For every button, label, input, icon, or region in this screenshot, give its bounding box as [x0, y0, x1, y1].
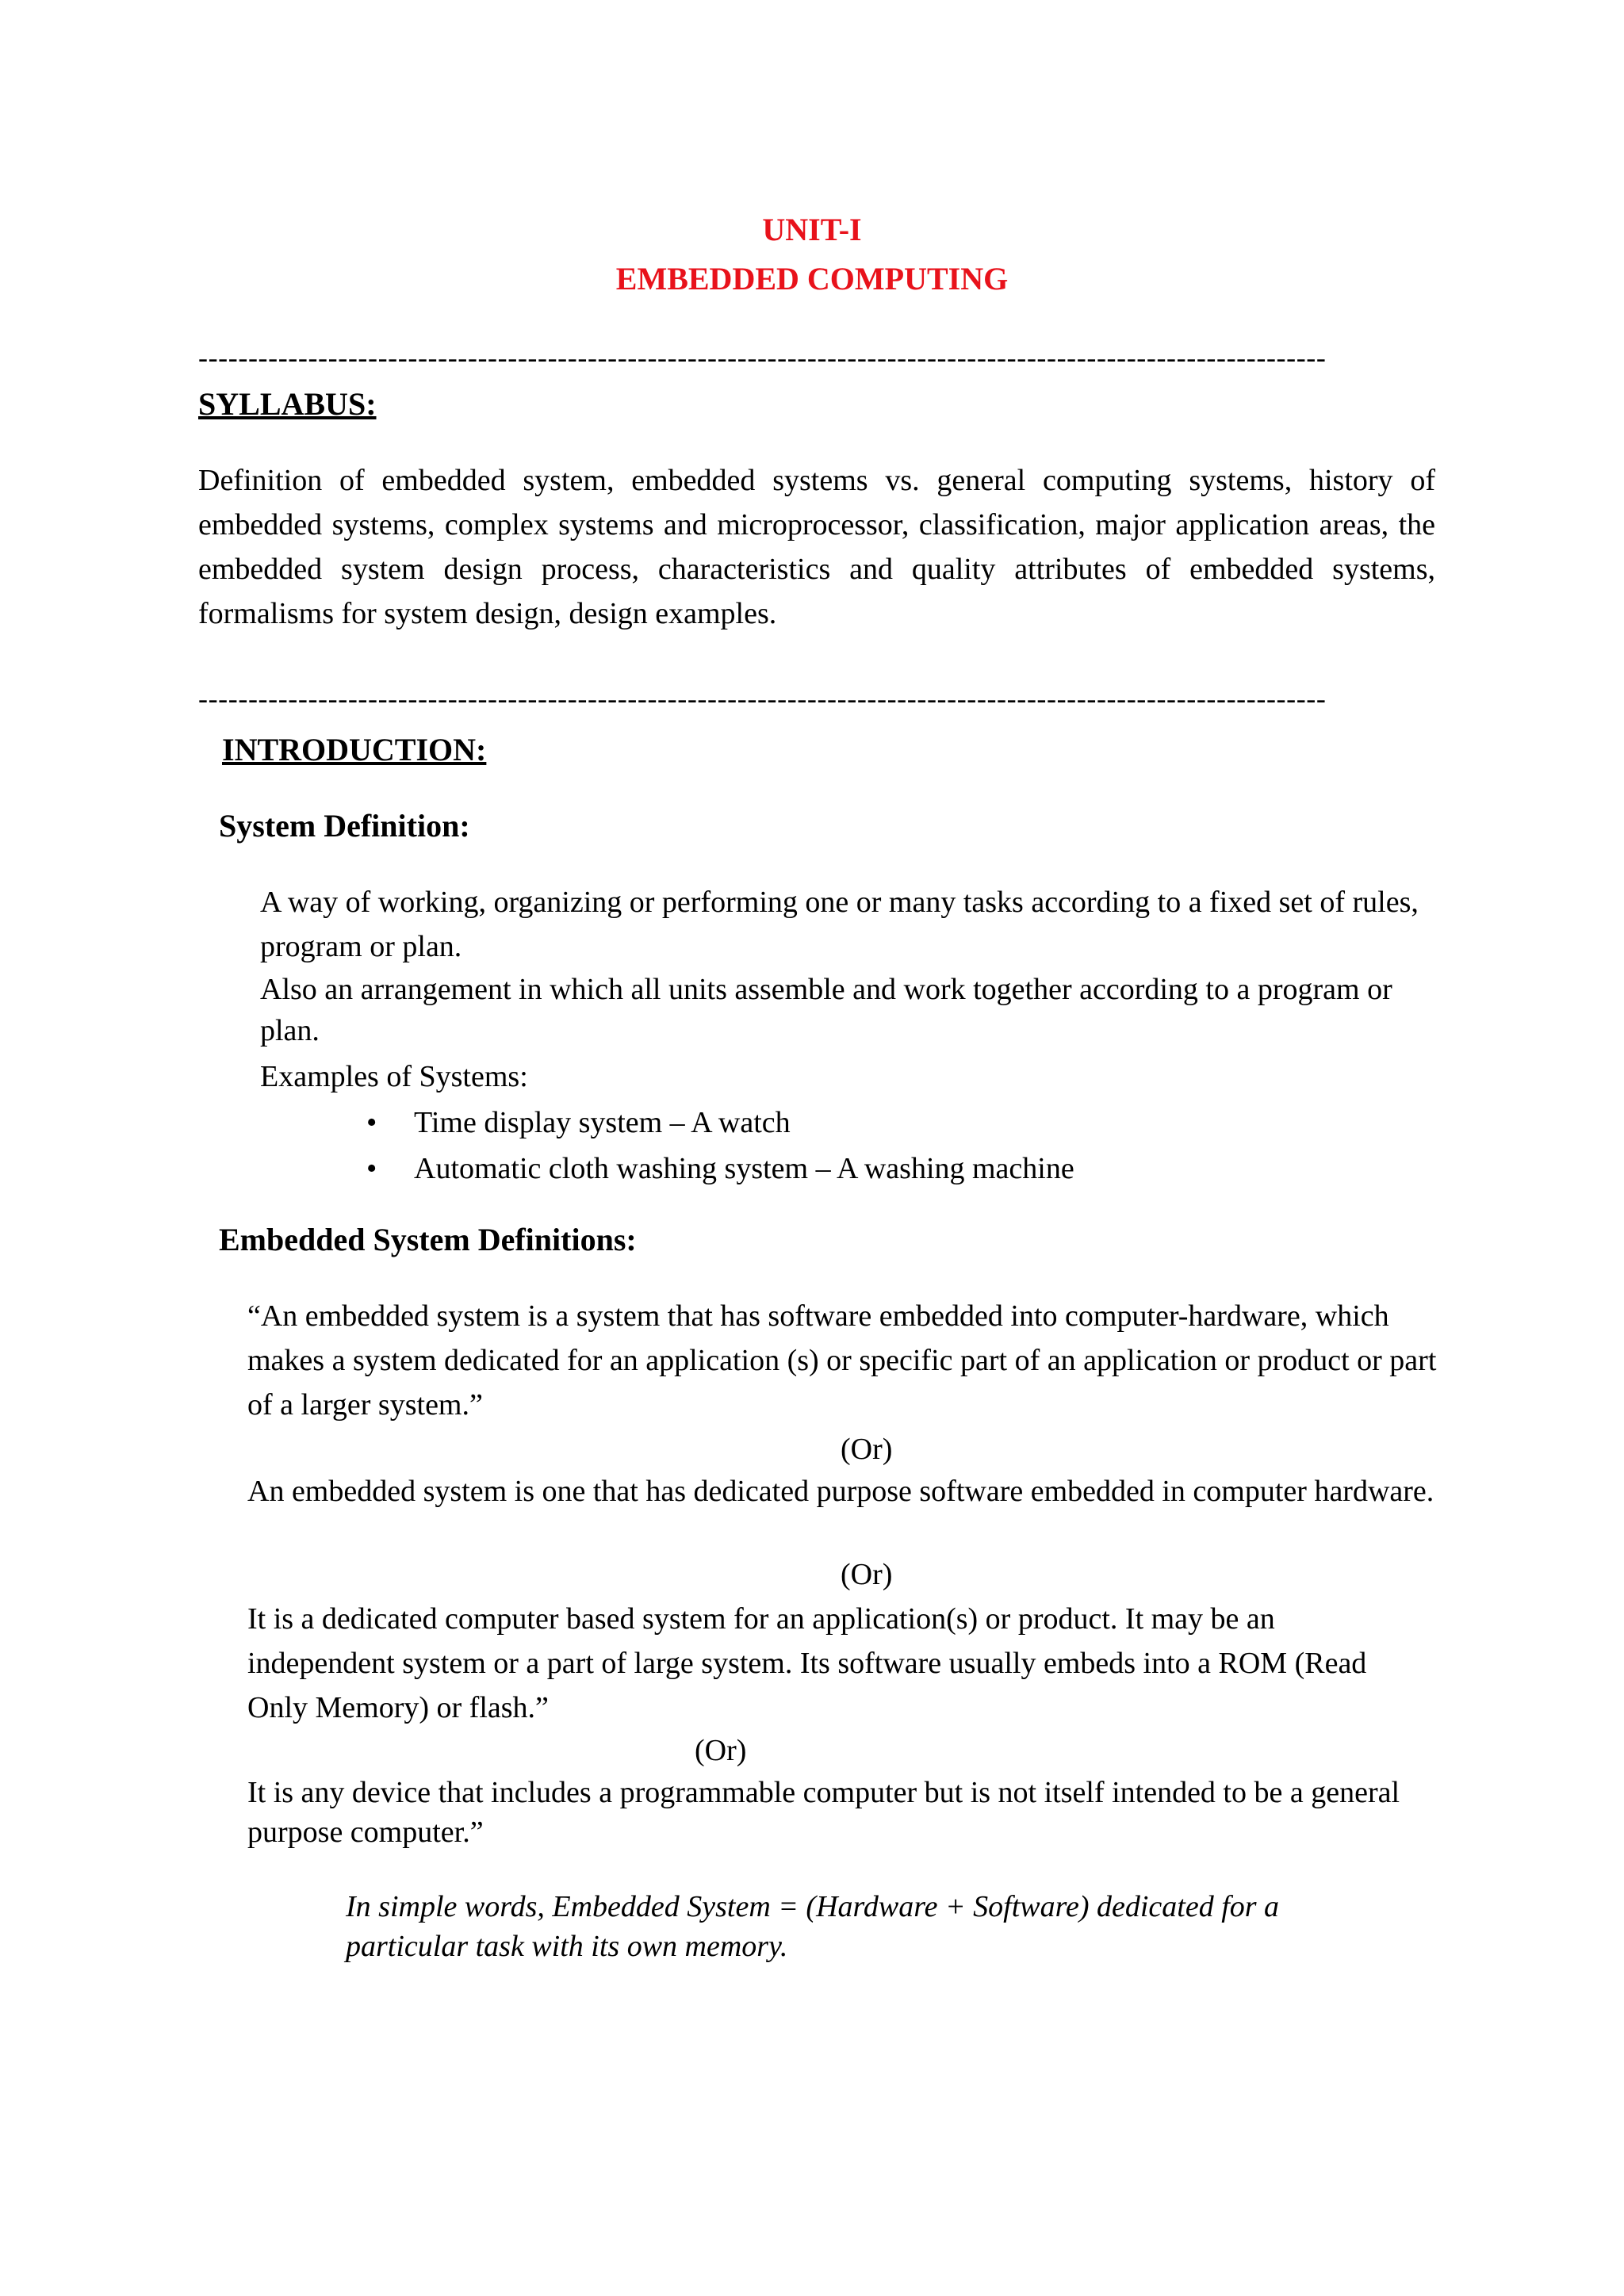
introduction-heading: INTRODUCTION: — [222, 732, 487, 767]
embedded-definition-3: It is a dedicated computer based system for an application(s) or product. It may be an independent system or a part of large system. Its software usually embeds into a ROM (Read Only Memory) or flash.” — [247, 1602, 1367, 1724]
bullet-icon: • — [366, 1106, 377, 1139]
syllabus-text: Definition of embedded system, embedded systems vs. general computing systems, history of embedded systems, complex systems and microprocessor, classification, major application areas, the embedded system design process, characteristics and quality attributes of embedded systems, formalisms for system design, design examples. — [198, 464, 1435, 630]
embedded-definition-2: An embedded system is one that has dedicated purpose software embedded in computer hardware. — [247, 1475, 1434, 1508]
or-separator: (Or) — [841, 1433, 893, 1466]
separator-line: ----------------------------------------------------------------------------------------------------------------- — [198, 342, 1327, 373]
embedded-definition-1: “An embedded system is a system that has software embedded into computer-hardware, which makes a system dedicated for an application (s) or specific part of an application or product or part of a larger system.” — [247, 1299, 1437, 1422]
separator-line: ----------------------------------------------------------------------------------------------------------------- — [198, 683, 1327, 714]
bullet-icon: • — [366, 1152, 377, 1185]
or-separator: (Or) — [841, 1558, 893, 1591]
list-item: • Automatic cloth washing system – A washing machine — [366, 1146, 1074, 1191]
list-item: • Time display system – A watch — [366, 1100, 791, 1145]
system-definition-line2: Also an arrangement in which all units assemble and work together according to a program or plan. — [260, 973, 1392, 1047]
chapter-title: EMBEDDED COMPUTING — [615, 261, 1009, 297]
or-separator: (Or) — [695, 1734, 747, 1767]
embedded-definition-4: It is any device that includes a programmable computer but is not itself intended to be a general purpose computer.” — [247, 1776, 1400, 1849]
syllabus-heading: SYLLABUS: — [198, 386, 377, 422]
embedded-definitions-heading: Embedded System Definitions: — [219, 1222, 637, 1257]
summary-note: In simple words, Embedded System = (Hardware + Software) dedicated for a particular task with its own memory. — [346, 1890, 1280, 1963]
system-definition-line1: A way of working, organizing or performing one or many tasks according to a fixed set of rules, program or plan. — [260, 886, 1419, 963]
examples-label: Examples of Systems: — [260, 1060, 528, 1093]
system-definition-heading: System Definition: — [219, 808, 470, 844]
unit-title: UNIT-I — [762, 212, 862, 247]
